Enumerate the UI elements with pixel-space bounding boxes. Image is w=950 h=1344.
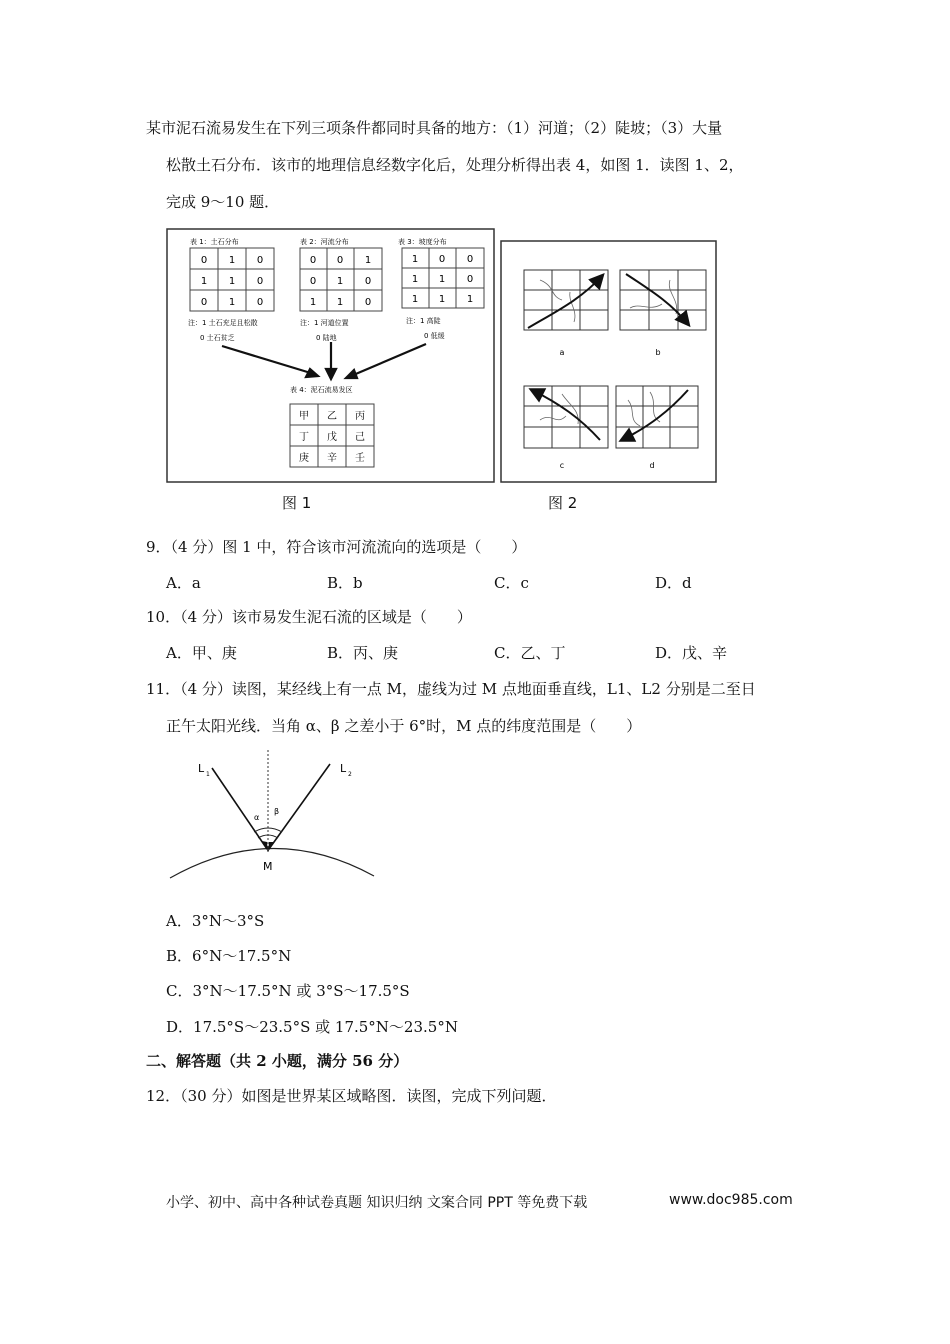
cell: 1 <box>411 294 419 305</box>
cell: 0 <box>466 254 474 265</box>
q11-label-l1: L <box>198 762 205 775</box>
q11-option-b: B．6°N～17.5°N <box>166 947 292 965</box>
fig1-table-3-note-1: 注：1 高陡 <box>406 317 441 325</box>
fig1-table-3 <box>398 237 484 340</box>
cell: 1 <box>336 297 344 308</box>
fig1-table-2-note-1: 注：1 河道位置 <box>300 319 349 327</box>
cell: 1 <box>411 254 419 265</box>
cell: 1 <box>364 255 372 266</box>
cell: 1 <box>438 294 446 305</box>
cell: 0 <box>256 276 264 287</box>
fig1-table-2-note-2: 0 陆地 <box>316 334 337 342</box>
fig1-result-table <box>290 385 374 467</box>
cell: 己 <box>355 432 365 443</box>
q9-option-c: C．c <box>494 574 529 592</box>
fig2-panel-a <box>524 270 608 357</box>
cell: 丙 <box>355 411 365 422</box>
cell: 甲 <box>299 411 309 422</box>
fig2-panel-c <box>524 386 608 470</box>
cell: 0 <box>256 255 264 266</box>
fig1-table-1-title: 表 1：土石分布 <box>190 238 239 246</box>
cell: 壬 <box>355 453 365 464</box>
intro-line-1: 某市泥石流易发生在下列三项条件都同时具备的地方：（1）河道；（2）陡坡；（3）大量 <box>146 119 723 137</box>
fig1-table-3-title: 表 3：坡度分布 <box>398 238 447 246</box>
fig1-table-1 <box>188 237 274 342</box>
q11-option-a: A．3°N～3°S <box>166 912 265 930</box>
q9-stem: 9．（4 分）图 1 中，符合该市河流流向的选项是（ ） <box>146 538 527 556</box>
q10-option-b: B．丙、庚 <box>327 644 399 662</box>
cell: 0 <box>200 297 208 308</box>
q9-option-d: D．d <box>655 574 692 592</box>
q11-label-alpha: α <box>254 813 260 822</box>
footer-text: 小学、初中、高中各种试卷真题 知识归纳 文案合同 PPT 等免费下载 <box>166 1195 588 1211</box>
q11-label-l1-sub: 1 <box>206 771 210 778</box>
cell: 1 <box>228 297 236 308</box>
cell: 0 <box>466 274 474 285</box>
cell: 1 <box>336 276 344 287</box>
cell: 1 <box>228 276 236 287</box>
fig1-arrows <box>222 342 426 379</box>
cell: 乙 <box>327 411 337 422</box>
q11-figure <box>166 748 378 884</box>
cell: 0 <box>200 255 208 266</box>
fig2-panel-d <box>616 386 698 470</box>
cell: 1 <box>411 274 419 285</box>
figure-1 <box>166 228 496 484</box>
cell: 0 <box>438 254 446 265</box>
fig2-label-d: d <box>649 461 655 470</box>
fig1-table-2-title: 表 2：河流分布 <box>300 238 349 246</box>
q9-option-a: A．a <box>166 574 201 592</box>
cell: 0 <box>309 255 317 266</box>
cell: 0 <box>364 276 372 287</box>
intro-line-3: 完成 9～10 题． <box>166 193 280 211</box>
fig2-label-c: c <box>559 461 565 470</box>
cell: 1 <box>466 294 474 305</box>
cell: 戊 <box>327 432 337 443</box>
fig1-table-1-note-1: 注：1 土石充足且松散 <box>188 319 258 327</box>
figure-2-caption: 图 2 <box>548 494 578 512</box>
fig1-table-2 <box>300 237 382 342</box>
q11-label-beta: β <box>274 807 280 816</box>
cell: 0 <box>256 297 264 308</box>
q11-stem-line-1: 11．（4 分）读图，某经线上有一点 M，虚线为过 M 点地面垂直线，L1、L2 分别是二至日 <box>146 680 756 698</box>
cell: 1 <box>309 297 317 308</box>
fig2-panel-b <box>620 270 706 357</box>
cell: 辛 <box>327 453 337 464</box>
fig1-table-1-note-2: 0 土石贫乏 <box>200 334 235 342</box>
q10-option-d: D．戊、辛 <box>655 644 728 662</box>
cell: 0 <box>309 276 317 287</box>
fig2-label-a: a <box>559 348 565 357</box>
footer-site-link[interactable]: www.doc985.com <box>669 1192 793 1208</box>
q11-label-l2-sub: 2 <box>348 771 352 778</box>
intro-line-2: 松散土石分布．该市的地理信息经数字化后，处理分析得出表 4，如图 1．读图 1、2， <box>166 156 744 174</box>
figure-2 <box>500 240 718 484</box>
cell: 庚 <box>299 453 309 464</box>
q12-stem: 12．（30 分）如图是世界某区域略图．读图，完成下列问题． <box>146 1087 557 1105</box>
cell: 0 <box>336 255 344 266</box>
fig1-table-3-note-2: 0 低缓 <box>424 332 445 340</box>
fig1-result-title: 表 4：泥石流易发区 <box>290 386 353 394</box>
q11-stem-line-2: 正午太阳光线．当角 α、β 之差小于 6°时，M 点的纬度范围是（ ） <box>166 717 642 735</box>
figure-1-caption: 图 1 <box>282 494 312 512</box>
cell: 丁 <box>299 432 309 443</box>
cell: 1 <box>438 274 446 285</box>
q9-option-b: B．b <box>327 574 363 592</box>
q10-option-c: C．乙、丁 <box>494 644 566 662</box>
section-2-heading: 二、解答题（共 2 小题，满分 56 分） <box>146 1052 409 1070</box>
q10-option-a: A．甲、庚 <box>166 644 237 662</box>
cell: 1 <box>228 255 236 266</box>
q11-option-c: C．3°N～17.5°N 或 3°S～17.5°S <box>166 982 410 1000</box>
q11-label-m: M <box>263 860 273 873</box>
q11-option-d: D．17.5°S～23.5°S 或 17.5°N～23.5°N <box>166 1018 458 1036</box>
q11-label-l2: L <box>340 762 347 775</box>
fig2-label-b: b <box>655 348 661 357</box>
cell: 0 <box>364 297 372 308</box>
q10-stem: 10．（4 分）该市易发生泥石流的区域是（ ） <box>146 608 472 626</box>
cell: 1 <box>200 276 208 287</box>
